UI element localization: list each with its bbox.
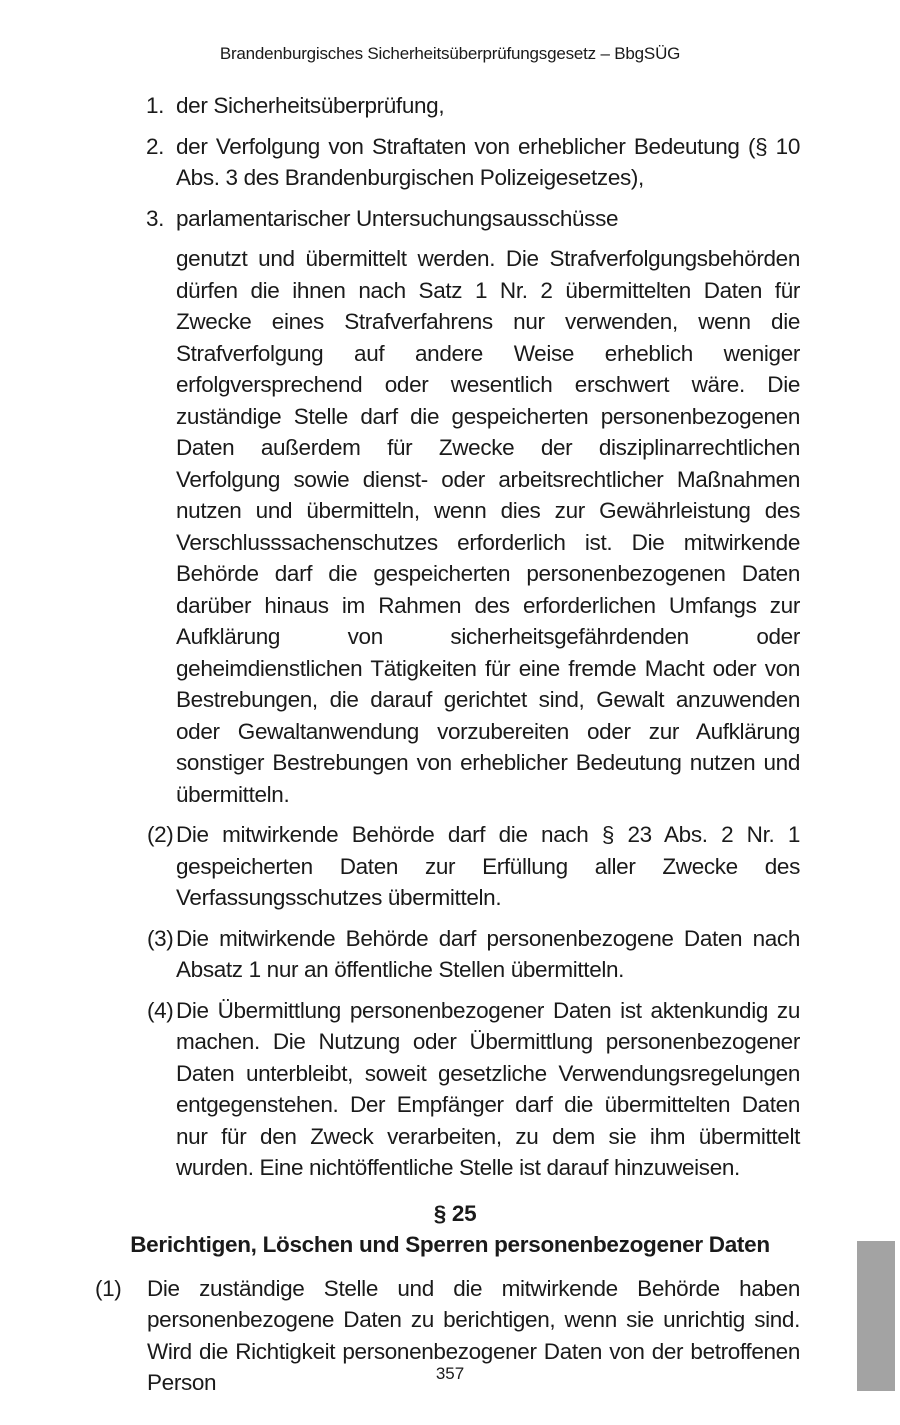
paragraph-number: (3) xyxy=(147,925,174,951)
list-item-number: 3. xyxy=(146,205,165,231)
paragraph xyxy=(147,923,800,986)
list-item xyxy=(146,131,800,194)
paragraph-number: (2) xyxy=(147,822,174,847)
paragraph-number: (4) xyxy=(147,997,174,1023)
running-header: Brandenburgisches Sicherheitsüberprüfungsgesetz – BbgSÜG xyxy=(219,44,681,63)
paragraph-text: Die zuständige Stelle und die mitwirkende Behörde haben personenbezogene Daten zu berichtigen, wenn sie unrichtig sind. Wird die Richtigkeit personenbezogener Daten von der betroffenen Person xyxy=(147,1275,800,1395)
list-item xyxy=(146,90,800,122)
list-item-text: der Sicherheitsüberprüfung, xyxy=(176,93,445,118)
list-item-number: 2. xyxy=(146,133,165,159)
list-item-text: der Verfolgung von Straftaten von erheblicher Bedeutung (§ 10 Abs. 3 des Brandenburgischen Polizeigesetzes), xyxy=(176,133,800,190)
section-title: Berichtigen, Löschen und Sperren personenbezogener Daten xyxy=(130,1232,770,1257)
page-number: 357 xyxy=(435,1364,465,1383)
continuation-text: genutzt und übermittelt werden. Die Strafverfolgungsbehörden dürfen die ihnen nach Satz 1 Nr. 2 übermittelten Daten für Zwecke eines Strafverfahrens nur verwenden, wenn die Strafverfolgung auf andere Weise erheblich weniger erfolgversprechend oder wesentlich erschwert wäre. Die zuständige Stelle darf die gespeicherten personenbezogenen Daten außerdem für Zwecke der disziplinarrechtlichen Verfolgung sowie dienst- oder arbeitsrechtlicher Maßnahmen nutzen und übermitteln, wenn dies zur Gewährleistung des Verschlusssachenschutzes erforderlich ist. Die mitwirkende Behörde darf die gespeicherten personenbezogenen Daten darüber hinaus im Rahmen des erforderlichen Umfangs zur Aufklärung von sicherheitsgefährdenden oder geheimdienstlichen Tätigkeiten für eine fremde Macht oder von Bestrebungen, die darauf gerichtet sind, Gewalt anzuwenden oder Gewaltanwendung vorzubereiten oder zur Aufklärung sonstiger Bestrebungen von erheblicher Bedeutung nutzen und übermitteln. xyxy=(176,246,800,807)
paragraph-text: Die Übermittlung personenbezogener Daten ist aktenkundig zu machen. Die Nutzung oder Übermittlung personenbezogener Daten unterbleibt, soweit gesetzliche Verwendungsregelungen entgegenstehen. Der Empfänger darf die übermittelten Daten nur für den Zweck verarbeiten, zu dem sie ihm übermittelt wurden. Eine nichtöffentliche Stelle ist darauf hinzuweisen. xyxy=(176,997,800,1180)
list-item-text: parlamentarischer Untersuchungsausschüsse xyxy=(176,205,619,231)
list-item-number: 1. xyxy=(146,93,165,118)
paragraph-number: (1) xyxy=(95,1275,122,1301)
page-body xyxy=(0,90,900,1399)
paragraph xyxy=(147,995,800,1184)
paragraph-text: Die mitwirkende Behörde darf personenbezogene Daten nach Absatz 1 nur an öffentliche Stellen übermitteln. xyxy=(176,925,800,982)
thumb-index-tab xyxy=(857,1241,895,1391)
section-number: § 25 xyxy=(433,1200,477,1226)
paragraph xyxy=(147,819,800,914)
list-item xyxy=(146,203,800,235)
paragraph-text: Die mitwirkende Behörde darf die nach § 23 Abs. 2 Nr. 1 gespeicherten Daten zur Erfüllung aller Zwecke des Verfassungsschutzes übermitteln. xyxy=(176,822,800,910)
